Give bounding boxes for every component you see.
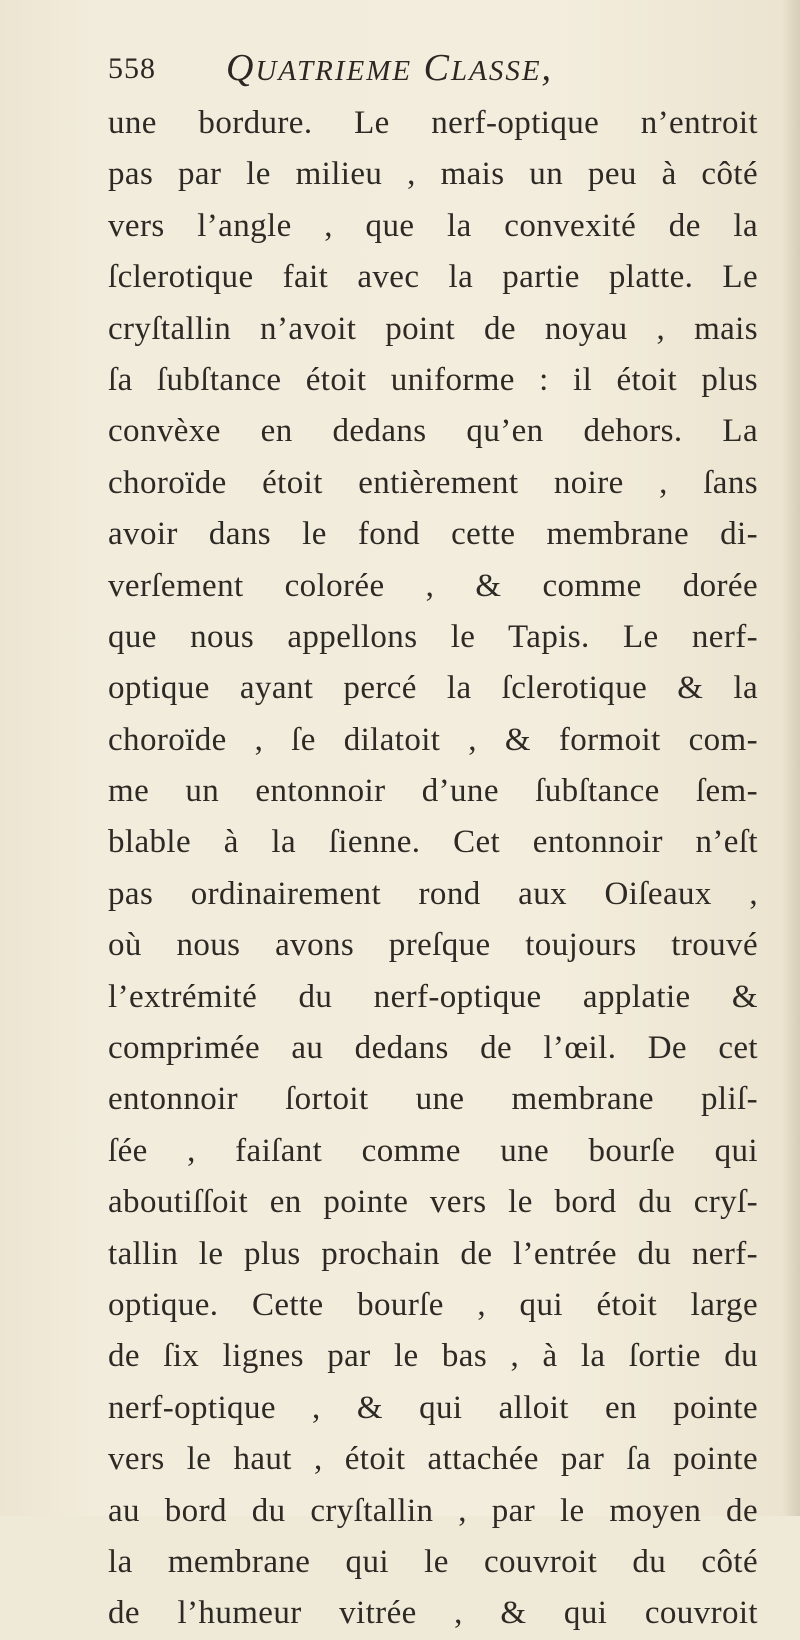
body-text [108,98,758,1640]
text-line: aboutiſſoit en pointe vers le bord du cryſ- [108,1184,758,1221]
text-line: choroïde , ſe dilatoit , & formoit com- [108,721,758,758]
text-line: où nous avons preſque toujours trouvé [108,927,758,964]
text-line: pas par le milieu , mais un peu à côté [108,156,758,193]
text-line: comprimée au dedans de l’œil. De cet [108,1030,758,1067]
text-line: convèxe en dedans qu’en dehors. La [108,413,758,450]
text-line: vers le haut , étoit attachée par ſa pointe [108,1441,758,1478]
text-line: la membrane qui le couvroit du côté [108,1543,758,1580]
text-line: ſclerotique fait avec la partie platte. Le [108,259,758,296]
text-line: vers l’angle , que la convexité de la [108,207,758,244]
text-line: de l’humeur vitrée , & qui couvroit [108,1595,758,1632]
text-line: optique. Cette bourſe , qui étoit large [108,1286,758,1323]
text-line: optique ayant percé la ſclerotique & la [108,670,758,707]
text-line: au bord du cryſtallin , par le moyen de [108,1492,758,1529]
chapter-title [226,46,553,90]
running-head [108,46,748,102]
text-line: pas ordinairement rond aux Oiſeaux , [108,875,758,912]
title-initial-q: Q [226,47,256,89]
page-edge-shadow [782,0,800,1516]
text-line: me un entonnoir d’une ſubſtance ſem- [108,773,758,810]
text-line: entonnoir ſortoit une membrane pliſ- [108,1081,758,1118]
title-word-classe: LASSE [450,55,542,87]
text-line: nerf-optique , & qui alloit en pointe [108,1389,758,1426]
text-line: blable à la ſienne. Cet entonnoir n’eſt [108,824,758,861]
text-line: que nous appellons le Tapis. Le nerf- [108,618,758,655]
text-line: ſa ſubſtance étoit uniforme : il étoit plus [108,361,758,398]
title-initial-c: C [423,47,451,89]
page-number: 558 [108,52,156,85]
text-line: choroïde étoit entièrement noire , ſans [108,464,758,501]
title-comma: , [541,47,554,89]
text-line: tallin le plus prochain de l’entrée du nerf- [108,1235,758,1272]
text-line: cryſtallin n’avoit point de noyau , mais [108,310,758,347]
text-line: ſée , faiſant comme une bourſe qui [108,1132,758,1169]
title-word-quatrieme: UATRIEME [255,55,413,87]
text-line: verſement colorée , & comme dorée [108,567,758,604]
text-line: de ſix lignes par le bas , à la ſortie du [108,1338,758,1375]
text-line: l’extrémité du nerf-optique applatie & [108,978,758,1015]
text-line: une bordure. Le nerf-optique n’entroit [108,105,758,141]
text-line: avoir dans le fond cette membrane di- [108,516,758,553]
